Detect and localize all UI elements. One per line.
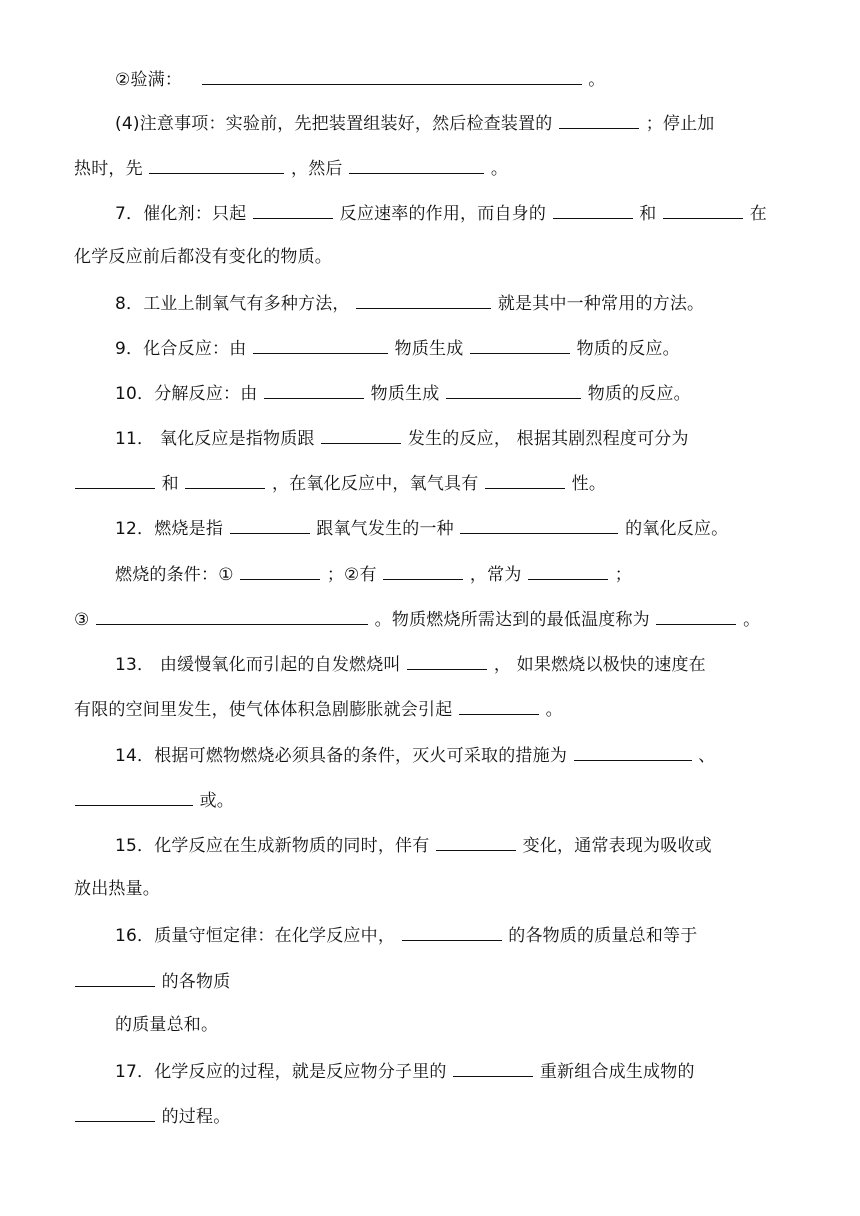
- text: 就是其中一种常用的方法。: [497, 294, 705, 314]
- text: ②验满：: [115, 70, 183, 90]
- text: 放出热量。: [74, 879, 160, 899]
- text: 的各物质的质量总和等于: [508, 926, 698, 946]
- line-10: [74, 470, 606, 496]
- text: ③: [74, 610, 90, 630]
- text: 热时，先: [74, 159, 143, 179]
- answer-blank[interactable]: [559, 110, 639, 129]
- answer-blank[interactable]: [574, 742, 692, 761]
- line-5: [74, 245, 332, 269]
- line-23: [115, 1058, 695, 1084]
- text: 8．工业上制氧气有多种方法，: [115, 294, 350, 314]
- answer-blank[interactable]: [436, 832, 516, 851]
- text: ， 如果燃烧以极快的速度在: [493, 655, 706, 675]
- text: 变化，通常表现为吸收或: [522, 836, 712, 856]
- line-14: [115, 651, 706, 677]
- line-12: [115, 561, 632, 587]
- text: 跟氧气发生的一种: [316, 519, 454, 539]
- answer-blank[interactable]: [321, 425, 401, 444]
- text: ；停止加: [645, 114, 715, 134]
- answer-blank[interactable]: [230, 515, 310, 534]
- line-24: [74, 1103, 230, 1129]
- answer-blank[interactable]: [383, 561, 463, 580]
- line-22: [115, 1013, 218, 1037]
- text: 物质生成: [394, 339, 464, 359]
- text: 物质的反应。: [587, 384, 691, 404]
- answer-blank[interactable]: [75, 968, 155, 987]
- answer-blank[interactable]: [349, 155, 484, 174]
- text: 或。: [199, 791, 235, 811]
- line-4: [115, 200, 767, 226]
- text: 10．分解反应：由: [115, 384, 258, 404]
- line-19: [74, 877, 160, 901]
- answer-blank[interactable]: [407, 651, 487, 670]
- line-16: [115, 742, 715, 768]
- text: 有限的空间里发生，使气体体积急剧膨胀就会引起: [74, 700, 453, 720]
- answer-blank[interactable]: [253, 200, 333, 219]
- text: 发生的反应， 根据其剧烈程度可分为: [407, 429, 689, 449]
- answer-blank[interactable]: [656, 606, 736, 625]
- line-7: [115, 335, 680, 361]
- line-1: [115, 66, 605, 92]
- text: 的氧化反应。: [625, 519, 729, 539]
- answer-blank[interactable]: [459, 696, 539, 715]
- line-6: [115, 290, 704, 316]
- text: 和: [161, 474, 179, 494]
- answer-blank[interactable]: [460, 515, 618, 534]
- text: 。: [588, 70, 606, 90]
- text: 14．根据可燃物燃烧必须具备的条件，灭火可采取的措施为: [115, 746, 568, 766]
- answer-blank[interactable]: [356, 290, 491, 309]
- answer-blank[interactable]: [446, 380, 581, 399]
- answer-blank[interactable]: [402, 922, 502, 941]
- answer-blank[interactable]: [75, 787, 193, 806]
- text: 。: [490, 159, 509, 179]
- text: 7．催化剂：只起: [115, 204, 247, 224]
- answer-blank[interactable]: [264, 380, 364, 399]
- line-3: [74, 155, 508, 181]
- answer-blank[interactable]: [453, 1058, 533, 1077]
- text: 和: [639, 204, 657, 224]
- text: 的各物质: [161, 972, 231, 992]
- line-18: [115, 832, 712, 858]
- text: 17．化学反应的过程，就是反应物分子里的: [115, 1062, 447, 1082]
- line-2: [115, 110, 715, 136]
- line-11: [115, 515, 728, 541]
- line-8: [115, 380, 691, 406]
- text: 、: [698, 746, 716, 766]
- text: 11． 氧化反应是指物质跟: [115, 429, 315, 449]
- line-13: [74, 606, 760, 632]
- text: 13． 由缓慢氧化而引起的自发燃烧叫: [115, 655, 401, 675]
- text: 9．化合反应：由: [115, 339, 247, 359]
- answer-blank[interactable]: [240, 561, 320, 580]
- text: 。: [545, 700, 563, 720]
- answer-blank[interactable]: [528, 561, 608, 580]
- text: 。: [743, 610, 761, 630]
- text: 物质生成: [370, 384, 440, 404]
- text: 反应速率的作用，而自身的: [339, 204, 547, 224]
- text: 燃烧的条件：①: [115, 565, 234, 585]
- answer-blank[interactable]: [75, 470, 155, 489]
- line-17: [74, 787, 234, 813]
- text: 12．燃烧是指: [115, 519, 224, 539]
- text: 16．质量守恒定律：在化学反应中，: [115, 926, 396, 946]
- answer-blank[interactable]: [75, 1103, 155, 1122]
- text: ；②有: [326, 565, 377, 585]
- answer-blank[interactable]: [96, 606, 368, 625]
- answer-blank[interactable]: [553, 200, 633, 219]
- text: 15．化学反应在生成新物质的同时，伴有: [115, 836, 430, 856]
- text: (4)注意事项：实验前，先把装置组装好，然后检查装置的: [115, 114, 553, 134]
- answer-blank[interactable]: [253, 335, 388, 354]
- text: 重新组合成生成物的: [539, 1062, 695, 1082]
- answer-blank[interactable]: [202, 66, 582, 85]
- text: ，常为: [469, 565, 522, 585]
- text: 化学反应前后都没有变化的物质。: [74, 247, 332, 267]
- text: 在: [749, 204, 767, 224]
- answer-blank[interactable]: [485, 470, 565, 489]
- text: ；: [614, 565, 632, 585]
- line-15: [74, 696, 563, 722]
- line-21: [74, 968, 230, 994]
- text: 。物质燃烧所需达到的最低温度称为: [374, 610, 650, 630]
- answer-blank[interactable]: [149, 155, 284, 174]
- text: 物质的反应。: [576, 339, 680, 359]
- line-20: [115, 922, 697, 948]
- answer-blank[interactable]: [470, 335, 570, 354]
- text: ，然后: [291, 159, 343, 179]
- answer-blank[interactable]: [185, 470, 265, 489]
- answer-blank[interactable]: [663, 200, 743, 219]
- text: ，在氧化反应中，氧气具有: [272, 474, 479, 494]
- text: 性。: [571, 474, 607, 494]
- text: 的质量总和。: [115, 1015, 219, 1035]
- text: 的过程。: [161, 1107, 231, 1127]
- line-9: [115, 425, 689, 451]
